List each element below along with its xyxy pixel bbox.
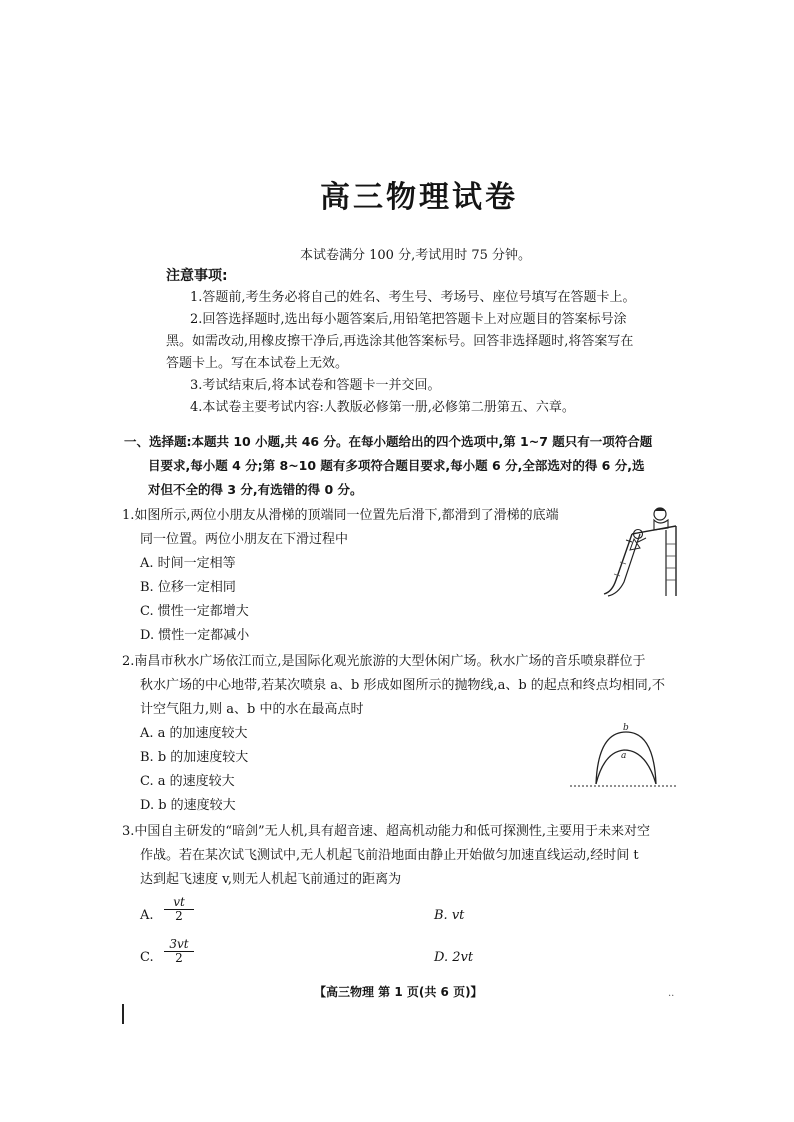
question-3-option-a-label: A. <box>140 908 154 923</box>
note-line: 4.本试卷主要考试内容:人教版必修第一册,必修第二册第五、六章。 <box>190 400 575 415</box>
page-title: 高三物理试卷 <box>320 180 518 215</box>
binding-mark <box>122 1004 124 1024</box>
question-3-option-d: D. 2vt <box>434 950 474 965</box>
question-2-option-c: C. a 的速度较大 <box>140 774 235 789</box>
question-3-option-a-fraction <box>164 896 194 923</box>
fraction-numerator: 3vt <box>164 938 194 952</box>
slide-figure <box>602 504 688 598</box>
question-2-stem: 计空气阻力,则 a、b 中的水在最高点时 <box>140 702 364 717</box>
section-heading: 一、选择题:本题共 10 小题,共 46 分。在每小题给出的四个选项中,第 1~7 题只有一项符合题 <box>124 434 653 449</box>
question-1-option-a: A. 时间一定相等 <box>140 556 236 571</box>
note-line: 3.考试结束后,将本试卷和答题卡一并交回。 <box>190 378 441 393</box>
fountain-figure <box>568 722 678 794</box>
question-2-option-d: D. b 的速度较大 <box>140 798 236 813</box>
fraction-numerator: vt <box>164 896 194 910</box>
question-3-option-b: B. vt <box>434 908 465 923</box>
question-1-stem: 同一位置。两位小朋友在下滑过程中 <box>140 532 349 547</box>
exam-subtitle: 本试卷满分 100 分,考试用时 75 分钟。 <box>300 248 532 263</box>
question-2-stem: 2.南昌市秋水广场依江而立,是国际化观光旅游的大型休闲广场。秋水广场的音乐喷泉群位于 <box>122 654 646 669</box>
fraction-denominator: 2 <box>175 951 183 965</box>
section-line: 对但不全的得 3 分,有选错的得 0 分。 <box>148 482 363 497</box>
note-line: 2.回答选择题时,选出每小题答案后,用铅笔把答题卡上对应题目的答案标号涂 <box>190 312 627 327</box>
question-1-option-d: D. 惯性一定都减小 <box>140 628 250 643</box>
section-line: 目要求,每小题 4 分;第 8~10 题有多项符合题目要求,每小题 6 分,全部选对的得 6 分,选 <box>148 458 645 473</box>
question-2-option-a: A. a 的加速度较大 <box>140 726 248 741</box>
question-3-stem: 作战。若在某次试飞测试中,无人机起飞前沿地面由静止开始做匀加速直线运动,经时间 t <box>140 848 639 863</box>
question-1-option-c: C. 惯性一定都增大 <box>140 604 249 619</box>
label-b: b <box>623 723 629 733</box>
question-3-stem: 达到起飞速度 v,则无人机起飞前通过的距离为 <box>140 872 402 887</box>
question-2-option-b: B. b 的加速度较大 <box>140 750 249 765</box>
note-line: 1.答题前,考生务必将自己的姓名、考生号、考场号、座位号填写在答题卡上。 <box>190 290 636 305</box>
exam-page <box>118 108 720 1026</box>
label-a: a <box>621 751 627 761</box>
footer-corner-mark: .. <box>668 988 675 999</box>
question-2-stem: 秋水广场的中心地带,若某次喷泉 a、b 形成如图所示的抛物线,a、b 的起点和终点均相同,不 <box>140 678 665 693</box>
question-1-stem: 1.如图所示,两位小朋友从滑梯的顶端同一位置先后滑下,都滑到了滑梯的底端 <box>122 508 559 523</box>
notes-heading: 注意事项: <box>166 268 228 284</box>
question-3-option-c-label: C. <box>140 950 154 965</box>
question-3-stem: 3.中国自主研发的“暗剑”无人机,具有超音速、超高机动能力和低可探测性,主要用于未来对空 <box>122 824 650 839</box>
question-1-option-b: B. 位移一定相同 <box>140 580 236 595</box>
note-line: 黑。如需改动,用橡皮擦干净后,再选涂其他答案标号。回答非选择题时,将答案写在 <box>166 334 634 349</box>
note-line: 答题卡上。写在本试卷上无效。 <box>166 356 349 371</box>
fraction-denominator: 2 <box>175 909 183 923</box>
question-3-option-c-fraction <box>164 938 194 965</box>
page-footer: 【高三物理 第 1 页(共 6 页)】 <box>314 985 483 999</box>
